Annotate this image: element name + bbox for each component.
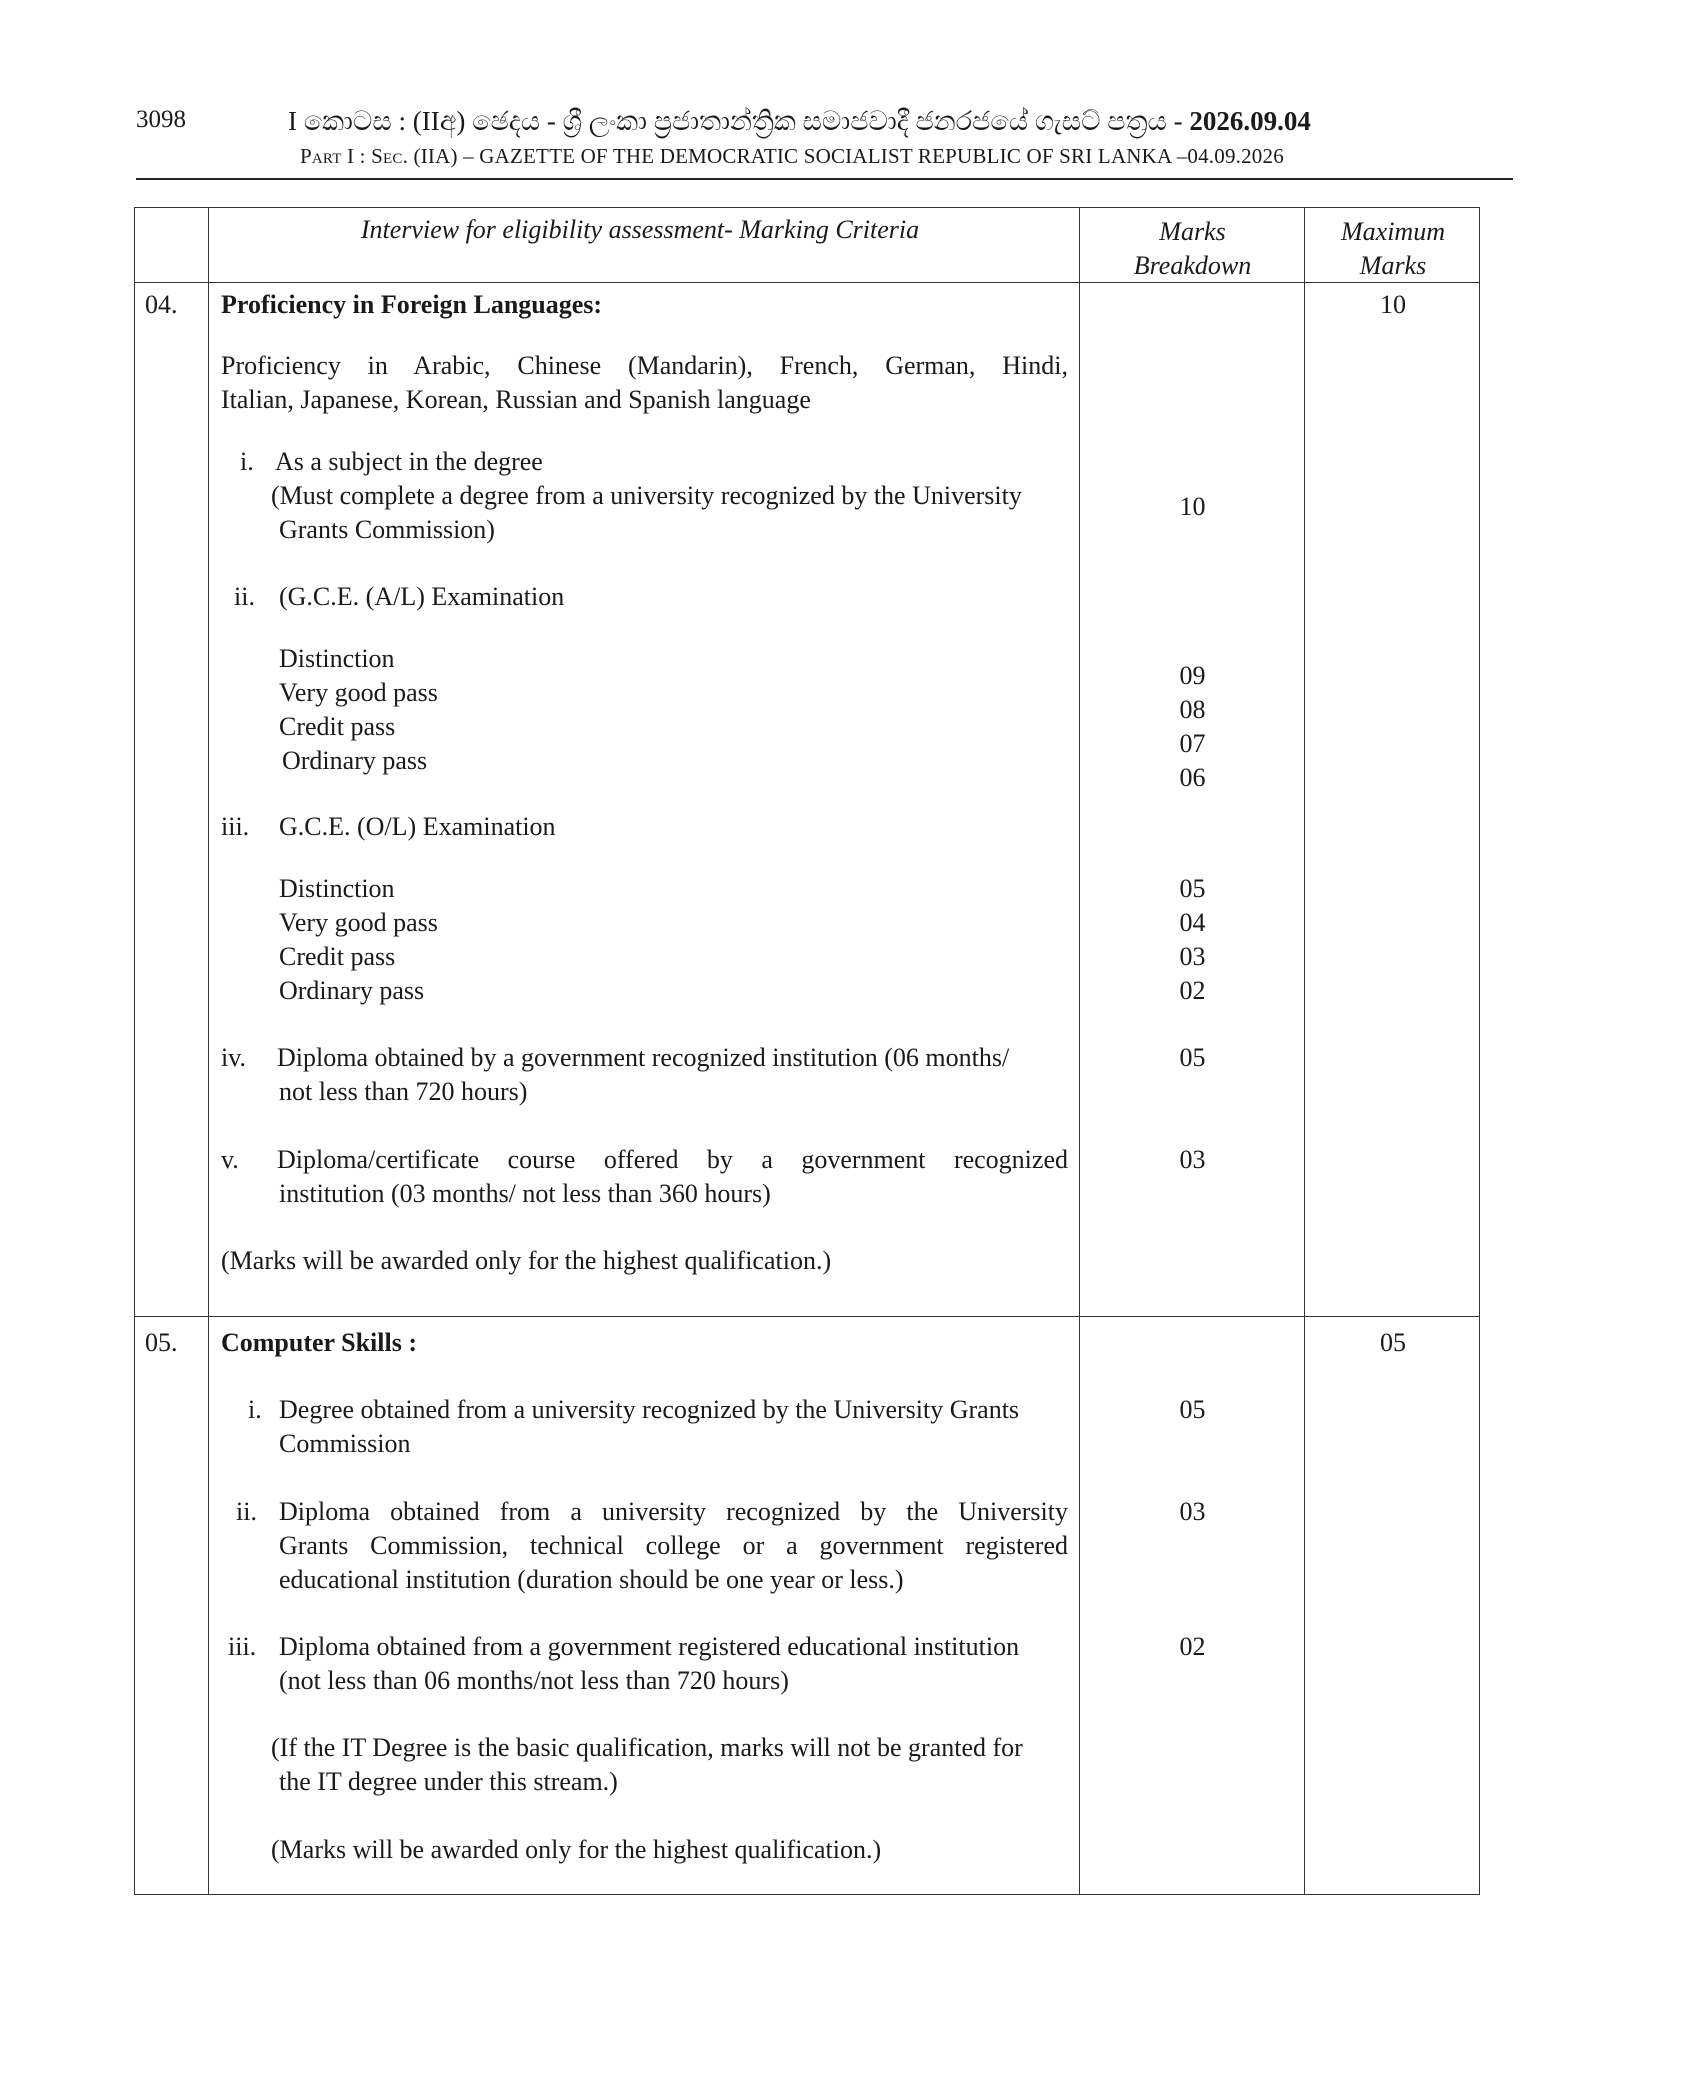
mark-value: 03 bbox=[1179, 1497, 1206, 1526]
column-header-line: Marks bbox=[1159, 217, 1226, 246]
item-text: As a subject in the degree bbox=[275, 447, 543, 476]
mark-value: 10 bbox=[1179, 492, 1206, 521]
item-label: iii. bbox=[228, 1632, 257, 1661]
grade-label: Ordinary pass bbox=[279, 976, 425, 1005]
section-number: 04. bbox=[145, 290, 178, 319]
column-header-marks-breakdown bbox=[1080, 215, 1305, 283]
mark-value: 07 bbox=[1179, 729, 1206, 758]
maximum-marks: 10 bbox=[1380, 290, 1406, 319]
section-title: Proficiency in Foreign Languages: bbox=[221, 290, 603, 319]
page-number: 3098 bbox=[136, 106, 186, 133]
item-text: (not less than 06 months/not less than 720 hours) bbox=[279, 1666, 789, 1695]
item-subtext: (Must complete a degree from a university recognized by the University bbox=[271, 481, 1022, 510]
sinhala-date: 2026.09.04 bbox=[1189, 106, 1311, 136]
item-subtext: Grants Commission) bbox=[279, 515, 495, 544]
gazette-title-sinhala bbox=[288, 106, 1311, 138]
header-divider bbox=[136, 178, 1513, 180]
column-divider bbox=[208, 208, 209, 1894]
item-text: not less than 720 hours) bbox=[279, 1077, 528, 1106]
item-label: ii. bbox=[236, 1497, 257, 1526]
intro-text: Italian, Japanese, Korean, Russian and Spanish language bbox=[221, 385, 811, 414]
grade-label: Very good pass bbox=[279, 908, 438, 937]
column-header-criteria: Interview for eligibility assessment- Marking Criteria bbox=[360, 215, 920, 244]
section-divider bbox=[135, 1316, 1479, 1317]
mark-value: 02 bbox=[1179, 976, 1206, 1005]
grade-label: Ordinary pass bbox=[282, 746, 428, 775]
item-text: Diploma obtained from a government registered educational institution bbox=[279, 1632, 1020, 1661]
item-text: Diploma obtained by a government recognized institution (06 months/ bbox=[277, 1043, 1010, 1072]
part-section-label: Part I : Sec. bbox=[300, 144, 409, 168]
item-text: Grants Commission, technical college or a government registered bbox=[279, 1531, 1068, 1560]
item-text: Diploma/certificate course offered by a government recognized bbox=[277, 1145, 1068, 1174]
note-text: the IT degree under this stream.) bbox=[279, 1767, 618, 1796]
item-text: Commission bbox=[279, 1429, 411, 1458]
note-text: (If the IT Degree is the basic qualification, marks will not be granted for bbox=[271, 1733, 1023, 1762]
item-label: iii. bbox=[221, 812, 250, 841]
grade-label: Distinction bbox=[279, 874, 395, 903]
mark-value: 05 bbox=[1179, 874, 1206, 903]
section-title: Computer Skills : bbox=[221, 1328, 417, 1357]
item-text: educational institution (duration should be one year or less.) bbox=[279, 1565, 904, 1594]
item-text: Degree obtained from a university recognized by the University Grants bbox=[279, 1395, 1020, 1424]
maximum-marks: 05 bbox=[1380, 1328, 1406, 1357]
column-header-line: Marks bbox=[1359, 251, 1427, 280]
english-title-text: (IIA) – GAZETTE OF THE DEMOCRATIC SOCIALIST REPUBLIC OF SRI LANKA –04.09.2026 bbox=[408, 144, 1284, 168]
item-text: (G.C.E. (A/L) Examination bbox=[279, 582, 565, 611]
item-label: ii. bbox=[234, 582, 255, 611]
mark-value: 03 bbox=[1179, 1145, 1206, 1174]
mark-value: 03 bbox=[1179, 942, 1206, 971]
mark-value: 05 bbox=[1179, 1395, 1206, 1424]
note-text: (Marks will be awarded only for the highest qualification.) bbox=[271, 1835, 882, 1864]
grade-label: Very good pass bbox=[279, 678, 438, 707]
section-number: 05. bbox=[145, 1328, 178, 1357]
column-header-line: Breakdown bbox=[1133, 251, 1252, 280]
note-text: (Marks will be awarded only for the highest qualification.) bbox=[221, 1246, 832, 1275]
column-header-maximum-marks bbox=[1305, 215, 1481, 283]
item-label: v. bbox=[221, 1145, 239, 1174]
mark-value: 02 bbox=[1179, 1632, 1206, 1661]
grade-label: Distinction bbox=[279, 644, 395, 673]
grade-label: Credit pass bbox=[279, 712, 396, 741]
mark-value: 05 bbox=[1179, 1043, 1206, 1072]
marking-criteria-table bbox=[134, 207, 1480, 1895]
mark-value: 06 bbox=[1179, 763, 1206, 792]
intro-text: Proficiency in Arabic, Chinese (Mandarin), French, German, Hindi, bbox=[221, 351, 1068, 380]
item-text: G.C.E. (O/L) Examination bbox=[279, 812, 556, 841]
item-label: i. bbox=[240, 447, 254, 476]
item-label: iv. bbox=[221, 1043, 247, 1072]
item-text: institution (03 months/ not less than 360 hours) bbox=[279, 1179, 771, 1208]
item-text: Diploma obtained from a university recognized by the University bbox=[279, 1497, 1068, 1526]
sinhala-title-text: I කොටස : (IIඅ) ඡෙදය - ශ්‍රී ලංකා ප්‍රජාතාන්ත්‍රික සමාජවාදී ජනරජයේ ගැසට් පත්‍රය - bbox=[288, 106, 1190, 136]
mark-value: 04 bbox=[1179, 908, 1206, 937]
gazette-title-english bbox=[300, 144, 1284, 169]
mark-value: 09 bbox=[1179, 661, 1206, 690]
grade-label: Credit pass bbox=[279, 942, 396, 971]
mark-value: 08 bbox=[1179, 695, 1206, 724]
item-label: i. bbox=[248, 1395, 262, 1424]
column-header-line: Maximum bbox=[1341, 217, 1445, 246]
